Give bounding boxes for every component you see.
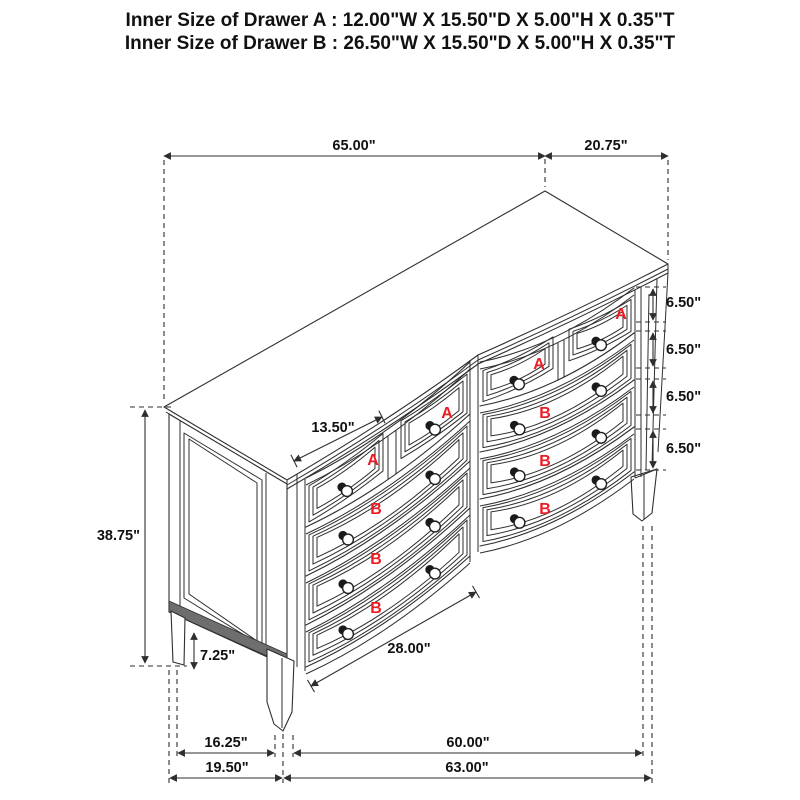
drawer-label-b-3: B (370, 600, 382, 617)
dim-label-base-width-inner: 60.00" (446, 735, 490, 751)
dim-label-row-height-4: 6.50" (666, 441, 702, 457)
dim-label-base-depth-inner: 16.25" (204, 735, 248, 751)
dim-label-overall-height: 38.75" (96, 528, 140, 544)
title-line-2: Inner Size of Drawer B : 26.50"W X 15.50"D X 5.00"H X 0.35"T (124, 33, 676, 54)
dim-label-drawer-b-width: 28.00" (387, 641, 431, 657)
dim-label-row-height-3: 6.50" (666, 389, 702, 405)
drawer-label-a-4: A (615, 306, 627, 323)
drawer-label-b-2: B (370, 551, 382, 568)
dimension-drawer-row-heights (636, 287, 701, 470)
dimension-base-depth-overall (170, 760, 282, 778)
dimension-base-width-inner (294, 735, 642, 753)
dim-label-top-width: 65.00" (332, 138, 376, 154)
dim-label-leg-height: 7.25" (200, 648, 236, 664)
drawer-label-a-2: A (441, 405, 453, 422)
dim-label-row-height-1: 6.50" (666, 295, 702, 311)
dim-label-base-width-overall: 63.00" (445, 760, 489, 776)
dim-label-row-height-2: 6.50" (666, 342, 702, 358)
dim-label-base-depth-overall: 19.50" (205, 760, 249, 776)
drawer-label-b-1: B (370, 501, 382, 518)
drawer-label-a-3: A (533, 356, 545, 373)
dim-label-top-depth: 20.75" (584, 138, 628, 154)
dimension-base-width-overall (284, 760, 651, 778)
dim-label-drawer-a-width: 13.50" (311, 420, 355, 436)
dimension-base-depth-inner (178, 735, 274, 753)
drawer-label-b-4: B (539, 405, 551, 422)
title-line-1: Inner Size of Drawer A : 12.00"W X 15.50"D X 5.00"H X 0.35"T (125, 10, 675, 31)
drawer-label-b-6: B (539, 501, 551, 518)
drawer-label-a-1: A (367, 452, 379, 469)
dimension-drawer-b-width (308, 586, 480, 692)
drawer-label-b-5: B (539, 453, 551, 470)
